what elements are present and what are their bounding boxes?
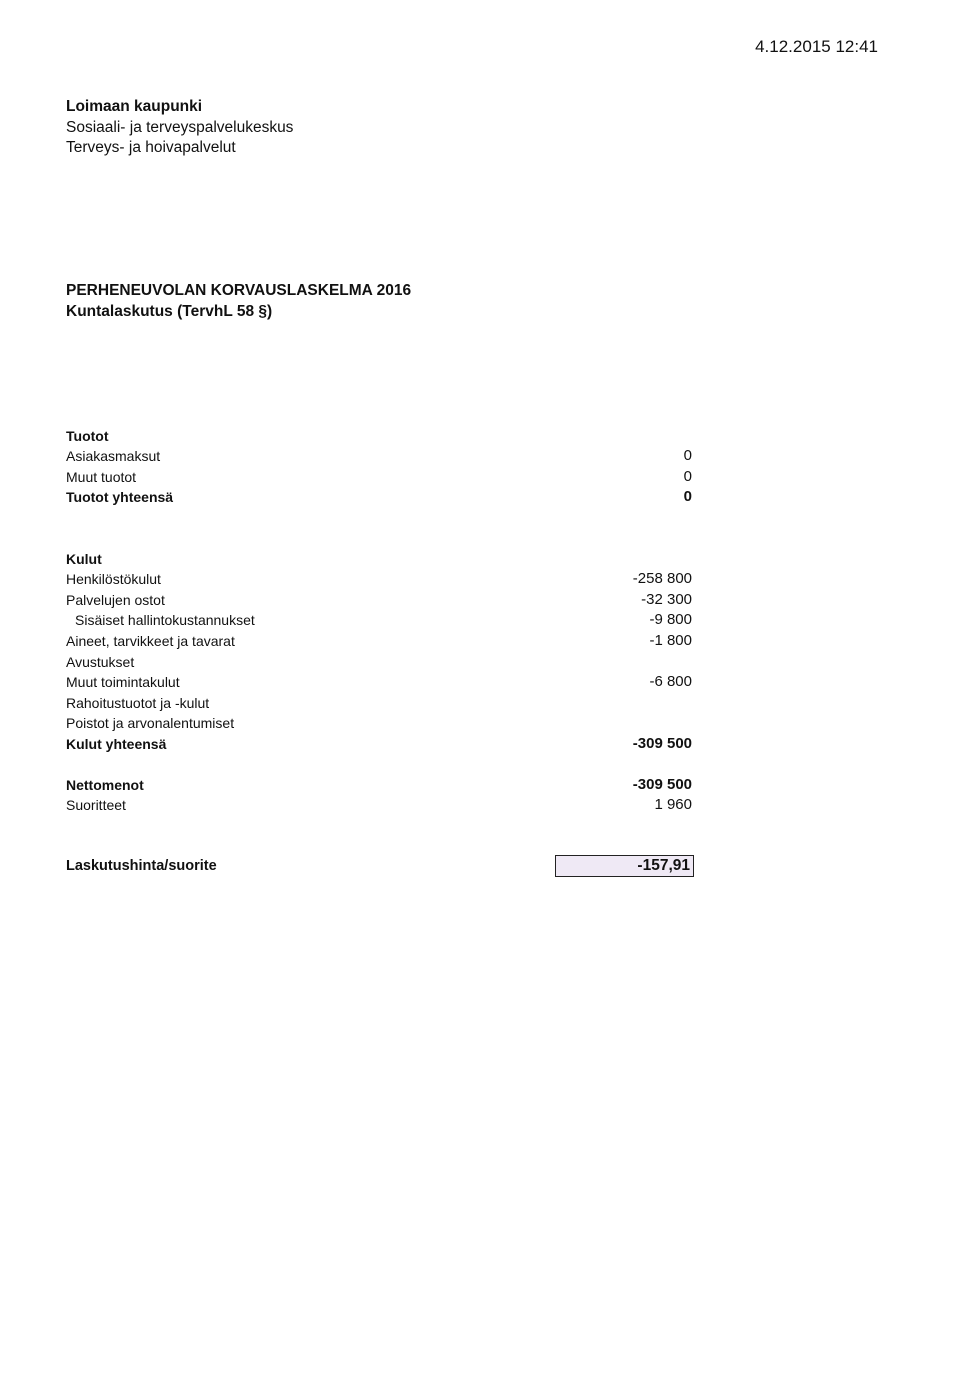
- net-expenses-row: [66, 775, 692, 795]
- income-total-label: Tuotot yhteensä: [66, 489, 174, 505]
- cost-row: [66, 590, 692, 610]
- cost-row-label: Henkilöstökulut: [66, 571, 161, 587]
- cost-row-label: Muut toimintakulut: [66, 674, 180, 690]
- cost-row-label: Poistot ja arvonalentumiset: [66, 715, 235, 731]
- performances-label: Suoritteet: [66, 797, 126, 813]
- income-heading-row: [66, 426, 692, 446]
- income-row: [66, 446, 692, 466]
- print-datetime: 4.12.2015 12:41: [755, 37, 878, 56]
- document-title: PERHENEUVOLAN KORVAUSLASKELMA 2016: [66, 282, 412, 299]
- cost-row-label: Aineet, tarvikkeet ja tavarat: [66, 633, 235, 649]
- cost-row-value: -1 800: [649, 632, 692, 649]
- net-expenses-value: -309 500: [632, 776, 692, 793]
- cost-row: [66, 631, 692, 651]
- organization-department: Sosiaali- ja terveyspalvelukeskus: [66, 119, 294, 136]
- costs-heading: Kulut: [66, 551, 102, 567]
- cost-row-label: Rahoitustuotot ja -kulut: [66, 695, 210, 711]
- costs-total-row: [66, 734, 692, 754]
- cost-row: [66, 672, 692, 692]
- costs-heading-row: [66, 549, 692, 569]
- cost-row-value: -6 800: [649, 673, 692, 690]
- cost-row-value: -258 800: [632, 570, 692, 587]
- income-total-value: 0: [683, 488, 692, 505]
- billing-price-box: [555, 855, 694, 877]
- document-subtitle: Kuntalaskutus (TervhL 58 §): [66, 303, 273, 320]
- income-row-value: 0: [683, 468, 692, 485]
- income-total-row: [66, 487, 692, 507]
- billing-price-label: Laskutushinta/suorite: [66, 858, 217, 874]
- cost-row: [66, 569, 692, 589]
- costs-total-value: -309 500: [632, 735, 692, 752]
- income-row: [66, 467, 692, 487]
- income-row-label: Muut tuotot: [66, 469, 137, 485]
- cost-row-value: -32 300: [641, 591, 692, 608]
- cost-row: [66, 713, 692, 733]
- income-row-label: Asiakasmaksut: [66, 448, 161, 464]
- cost-row-label: Palvelujen ostot: [66, 592, 165, 608]
- cost-row: [66, 610, 692, 630]
- income-heading: Tuotot: [66, 428, 109, 444]
- organization-unit: Terveys- ja hoivapalvelut: [66, 139, 236, 156]
- cost-row-value: -9 800: [649, 611, 692, 628]
- cost-row-label: Sisäiset hallintokustannukset: [75, 612, 255, 628]
- costs-total-label: Kulut yhteensä: [66, 736, 167, 752]
- cost-row: [66, 693, 692, 713]
- income-row-value: 0: [683, 447, 692, 464]
- net-expenses-label: Nettomenot: [66, 777, 144, 793]
- cost-row-label: Avustukset: [66, 654, 135, 670]
- billing-price-value: -157,91: [637, 857, 690, 874]
- performances-value: 1 960: [654, 796, 692, 813]
- performances-row: [66, 795, 692, 815]
- cost-row: [66, 652, 692, 672]
- organization-name: Loimaan kaupunki: [66, 98, 203, 115]
